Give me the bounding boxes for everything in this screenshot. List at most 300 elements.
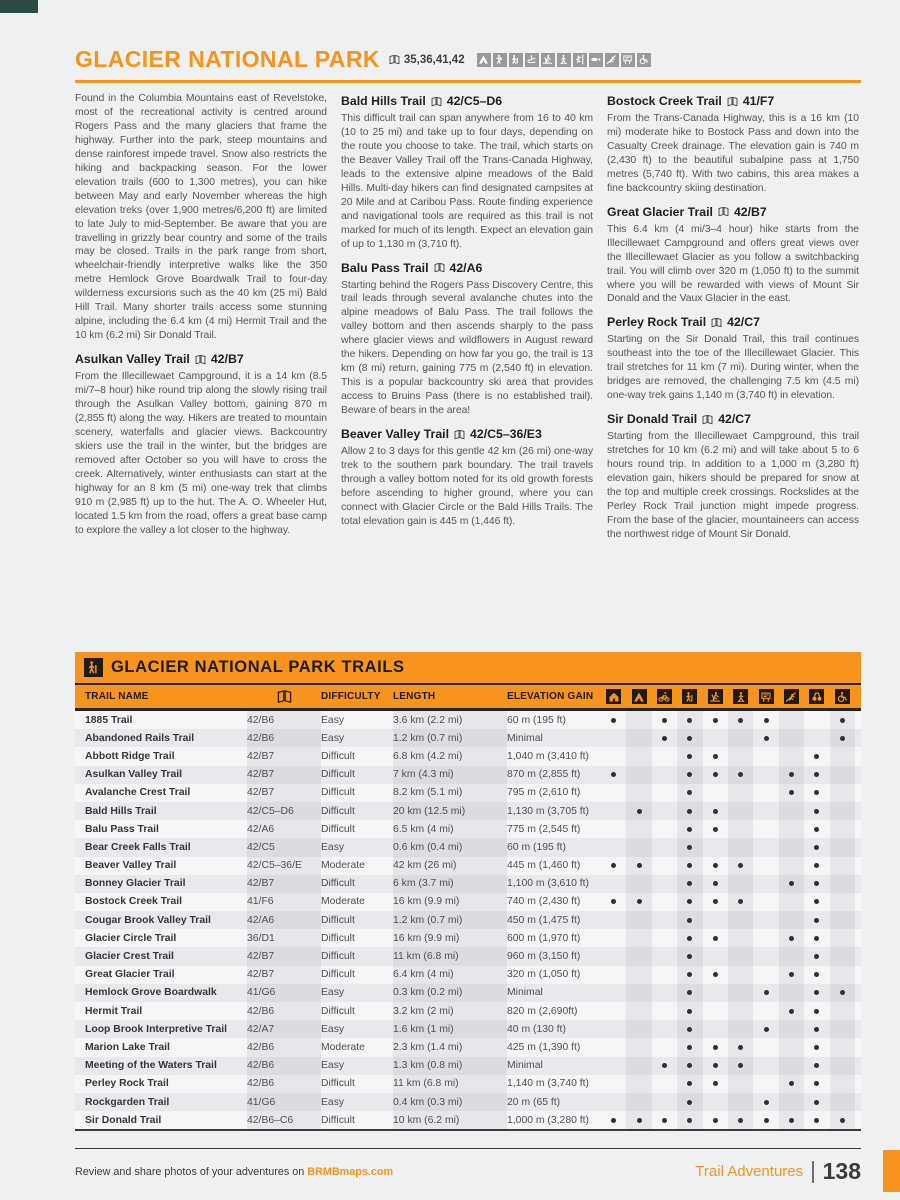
activity-cell [626, 802, 651, 820]
trail-length: 20 km (12.5 mi) [393, 802, 507, 820]
table-title: GLACIER NATIONAL PARK TRAILS [111, 658, 405, 676]
fishing-icon [589, 53, 603, 67]
activity-cell [728, 747, 753, 765]
activity-cell [652, 1020, 677, 1038]
activity-cell [830, 729, 855, 747]
activity-dot [814, 772, 819, 777]
section-body: Starting behind the Rogers Pass Discovery Centre, this trail leads through several avalanche chutes into the alpine meadows of Balu Pass. The trail follows the valley bottom and then ascends sharply to the pass where glacier views and wildflowers in August reward the hikers. Depending on how far you go, the trail is 13 km (8 mi) return, gaining 775 m (2,540 ft) in elevation. This is a popular backcountry ski area that provides access to Bruins Pass (there is no established trail). Beware of bears in the area! [341, 279, 593, 417]
activity-cell [804, 820, 829, 838]
activity-cell [830, 766, 855, 784]
trail-length: 11 km (6.8 mi) [393, 1075, 507, 1093]
trail-difficulty: Difficult [321, 932, 355, 944]
mountaineering-icon [779, 689, 804, 704]
activity-cell [677, 911, 702, 929]
section-heading [75, 352, 327, 366]
activity-cell [753, 1057, 778, 1075]
activity-cell [652, 1075, 677, 1093]
activity-dot [789, 881, 794, 886]
activity-cell [677, 857, 702, 875]
trail-name: Balu Pass Trail [85, 823, 159, 835]
trail-name: Asulkan Valley Trail [85, 769, 183, 781]
map-book-icon [433, 262, 446, 273]
activity-cell [626, 766, 651, 784]
activity-dot [713, 754, 718, 759]
activity-dot [789, 1118, 794, 1123]
activity-cell [728, 766, 753, 784]
activity-cell [601, 802, 626, 820]
trail-map-ref: 41/G6 [247, 984, 321, 1002]
activity-cell [626, 947, 651, 965]
activity-cell [677, 820, 702, 838]
activity-cell [677, 984, 702, 1002]
table-row [75, 1075, 861, 1093]
activity-dot [687, 881, 692, 886]
activity-cell [703, 1057, 728, 1075]
trail-name: Bonney Glacier Trail [85, 878, 186, 890]
activity-dot [814, 899, 819, 904]
activity-cell [753, 802, 778, 820]
hiking-icon [677, 689, 702, 704]
activity-dot [764, 736, 769, 741]
activity-dot [687, 1045, 692, 1050]
trail-difficulty: Moderate [321, 860, 365, 872]
activity-cell [601, 966, 626, 984]
text-column-2 [341, 92, 593, 648]
activity-cell [728, 1020, 753, 1038]
trail-difficulty: Easy [321, 714, 345, 726]
trail-length: 0.4 km (0.3 mi) [393, 1093, 507, 1111]
activity-cell [728, 984, 753, 1002]
activity-cell [652, 929, 677, 947]
activity-dot [840, 990, 845, 995]
activity-cell [703, 1075, 728, 1093]
activity-dot [687, 990, 692, 995]
trail-difficulty: Difficult [321, 1005, 355, 1017]
trail-map-ref: 42/B7 [247, 875, 321, 893]
trail-length: 10 km (6.2 mi) [393, 1111, 507, 1129]
trail-difficulty: Moderate [321, 896, 365, 908]
activity-cell [703, 929, 728, 947]
activity-cell [703, 784, 728, 802]
trail-map-ref: 42/B7 [247, 966, 321, 984]
activity-dot [764, 1118, 769, 1123]
section-map-ref: 42/A6 [449, 260, 483, 275]
table-row [75, 766, 861, 784]
activity-dot [814, 1045, 819, 1050]
activity-cell [677, 747, 702, 765]
trail-elevation: 1,130 m (3,705 ft) [507, 805, 590, 817]
activity-cell [626, 857, 651, 875]
activity-cell [753, 1093, 778, 1111]
activity-dot [713, 809, 718, 814]
trail-map-ref: 42/C5–D6 [247, 802, 321, 820]
activity-cell [779, 1057, 804, 1075]
activity-cell [779, 1075, 804, 1093]
table-row [75, 838, 861, 856]
activity-cell [626, 893, 651, 911]
activity-cell [804, 711, 829, 729]
activity-cell [830, 984, 855, 1002]
page-footer [75, 1148, 861, 1185]
activity-cell [753, 875, 778, 893]
trail-name: Loop Brook Interpretive Trail [85, 1023, 228, 1035]
activity-cell [753, 1002, 778, 1020]
section-body: This difficult trail can span anywhere from 16 to 40 km (10 to 25 mi) and take up to four days, depending on the route you choose to take. The trail, which starts on the Beaver Valley Trail off the Trans-Canada Highway, leads to the extensive alpine meadows of the Bald Hills. Multi-day hikers can find designated campsites at 20 Mile and at Caribou Pass. Route finding experience and navigational tools are required as this trail is not marked for much of its length. Expect an elevation gain of up to 1,130 m (3,710 ft). [341, 113, 593, 250]
activity-cell [652, 802, 677, 820]
camping-icon [626, 689, 651, 704]
activity-cell [753, 1111, 778, 1129]
activity-dot [662, 718, 667, 723]
section-heading [341, 427, 593, 441]
activity-cell [601, 784, 626, 802]
col-header-elevation: ELEVATION GAIN [507, 691, 594, 702]
trail-elevation: Minimal [507, 987, 543, 999]
activity-cell [703, 875, 728, 893]
trail-map-ref: 41/F6 [247, 893, 321, 911]
activity-cell [601, 766, 626, 784]
activity-dot [687, 972, 692, 977]
activity-cell [830, 911, 855, 929]
activity-cell [753, 984, 778, 1002]
activity-dot [687, 863, 692, 868]
activity-cell [728, 1075, 753, 1093]
backpacking-icon [493, 53, 507, 67]
activity-cell [753, 711, 778, 729]
activity-cell [804, 857, 829, 875]
trail-name: Glacier Crest Trail [85, 951, 174, 963]
activity-cell [779, 1111, 804, 1129]
table-row [75, 966, 861, 984]
camping-icon [477, 53, 491, 67]
map-numbers: 35,36,41,42 [403, 53, 465, 66]
activity-cell [830, 966, 855, 984]
activity-cell [830, 1111, 855, 1129]
trail-difficulty: Difficult [321, 969, 355, 981]
trail-name: Abbott Ridge Trail [85, 750, 175, 762]
activity-cell [677, 1093, 702, 1111]
activity-cell [677, 766, 702, 784]
table-row [75, 1020, 861, 1038]
text-column-3 [607, 92, 859, 648]
table-row [75, 1002, 861, 1020]
activity-cell [779, 766, 804, 784]
trail-map-ref: 42/B6 [247, 1002, 321, 1020]
activity-dot [687, 827, 692, 832]
activity-cell [677, 1038, 702, 1056]
activity-cell [779, 966, 804, 984]
trail-length: 0.3 km (0.2 mi) [393, 984, 507, 1002]
section-heading [341, 94, 593, 108]
activity-cell [804, 747, 829, 765]
snowshoeing-icon [557, 53, 571, 67]
activity-dot [713, 863, 718, 868]
trail-name: Perley Rock Trail [85, 1078, 169, 1090]
interpretive-icon [621, 53, 635, 67]
activity-cell [601, 838, 626, 856]
activity-cell [677, 802, 702, 820]
trail-name: Great Glacier Trail [85, 969, 175, 981]
activity-cell [830, 838, 855, 856]
table-row [75, 929, 861, 947]
activity-cell [804, 1038, 829, 1056]
map-book-icon [430, 96, 443, 107]
trail-name: Avalanche Crest Trail [85, 787, 191, 799]
activity-dot [713, 1045, 718, 1050]
activity-cell [626, 929, 651, 947]
trail-difficulty: Difficult [321, 750, 355, 762]
trail-elevation: 1,100 m (3,610 ft) [507, 878, 590, 890]
activity-cell [652, 857, 677, 875]
activity-dot [814, 863, 819, 868]
activity-cell [804, 893, 829, 911]
activity-dot [814, 1009, 819, 1014]
activity-cell [779, 1002, 804, 1020]
activity-dot [789, 1009, 794, 1014]
activity-cell [626, 1075, 651, 1093]
activity-cell [728, 784, 753, 802]
section-map-ref: 42/C7 [727, 315, 760, 330]
table-row [75, 1111, 861, 1129]
page-corner-mark [0, 0, 38, 13]
activity-cell [728, 1111, 753, 1129]
trail-length: 6.8 km (4.2 mi) [393, 747, 507, 765]
table-row [75, 820, 861, 838]
activity-cell [703, 747, 728, 765]
section-title: Great Glacier Trail [607, 204, 713, 219]
trail-name: Beaver Valley Trail [85, 860, 177, 872]
table-header-row [75, 683, 861, 711]
map-book-icon [247, 689, 321, 704]
activity-cell [830, 1038, 855, 1056]
trail-difficulty: Easy [321, 987, 345, 999]
activity-cell [626, 875, 651, 893]
activity-cell [601, 947, 626, 965]
section-heading [607, 94, 859, 108]
footer-section-info [695, 1158, 861, 1185]
activity-cell [652, 966, 677, 984]
activity-cell [804, 966, 829, 984]
trail-map-ref: 42/C5–36/E [247, 857, 321, 875]
activity-dot [611, 863, 616, 868]
wheelchair-icon [637, 53, 651, 67]
activity-cell [626, 820, 651, 838]
activity-dot [814, 754, 819, 759]
trail-elevation: 445 m (1,460 ft) [507, 860, 581, 872]
activity-cell [677, 929, 702, 947]
activity-cell [830, 802, 855, 820]
activity-cell [830, 893, 855, 911]
section-label: Trail Adventures [695, 1163, 804, 1180]
activity-cell [626, 966, 651, 984]
hiking-icon [84, 658, 103, 677]
activity-cell [703, 766, 728, 784]
page-header [75, 46, 861, 83]
section-body: From the Illecillewaet Campground, it is a 14 km (8.5 mi/7–8 hour) hike round trip along the slowly rising trail through the Asulkan Valley bottom, gaining 870 m (2,855 ft) along the way. Hikers are treated to mountain scenery, waterfalls and glacier views. Backcountry skiers use the trail in the winter, but the bridges are removed after October so you will have to cross the creek. Alternatively, winter enthusiasts can start at the highway for an 8 km (5 mi) one-way trek that climbs 910 m (2,985 ft) up to the hut. The A. O. Wheeler Hut, located 1.5 km from the road, offers a great base camp to explore the valley a lot closer to the highway. [75, 371, 327, 536]
footer-text [75, 1166, 393, 1178]
activity-cell [779, 947, 804, 965]
activity-cell [677, 966, 702, 984]
activity-dot [764, 1027, 769, 1032]
header-rule [75, 80, 861, 83]
trail-length: 8.2 km (5.1 mi) [393, 784, 507, 802]
activity-cell [804, 1020, 829, 1038]
col-header-trail-name: TRAIL NAME [85, 691, 149, 702]
section-body: Found in the Columbia Mountains east of Revelstoke, most of the recreational activity is centred around Rogers Pass and the many glaciers that frame the highway. Further into the park, steep mountains and dense rainforest impede travel. Snow also restricts the hiking and backpacking season. For the lower elevation trails (600 to 1,300 metres), you can hike between May and early November whereas the high elevation treks (over 1,900 metres/6,200 ft) are limited to late July to mid-September. Be aware that you are travelling in grizzly bear country and some of the trails may be closed. Trails in the park range from short, wheelchair-friendly interpretive walks like the 350 metre Hemlock Grove Boardwalk Trail to four-day wilderness excursions such as the 40 km (25 mi) Bald Hill Trail. Many shorter trails access some stunning alpine, including the 6.4 km (4 mi) Hermit Trail and the 10 km (6.2 mi) Sir Donald Trail. [75, 93, 327, 342]
activity-cell [601, 1038, 626, 1056]
table-row [75, 1038, 861, 1056]
trail-name: Sir Donald Trail [85, 1114, 162, 1126]
trail-name: Abandoned Rails Trail [85, 732, 195, 744]
activity-cell [677, 1111, 702, 1129]
activity-dot [662, 736, 667, 741]
xc-skiing-icon [541, 53, 555, 67]
trail-elevation: 1,000 m (3,280 ft) [507, 1114, 590, 1126]
activity-cell [779, 984, 804, 1002]
table-row [75, 947, 861, 965]
trail-difficulty: Easy [321, 732, 345, 744]
activity-dot [814, 827, 819, 832]
activity-cell [830, 1057, 855, 1075]
trail-map-ref: 42/B6 [247, 729, 321, 747]
activity-cell [626, 711, 651, 729]
activity-dot [713, 772, 718, 777]
trail-name: Bostock Creek Trail [85, 896, 183, 908]
activity-cell [703, 893, 728, 911]
activity-dot [738, 1063, 743, 1068]
activity-dot [687, 1063, 692, 1068]
activity-cell [830, 1020, 855, 1038]
activity-cell [703, 984, 728, 1002]
activity-cell [753, 1038, 778, 1056]
activity-dot [814, 918, 819, 923]
activity-cell [779, 838, 804, 856]
activity-dot [637, 1118, 642, 1123]
activity-cell [677, 784, 702, 802]
activity-cell [753, 1075, 778, 1093]
activity-cell [753, 1020, 778, 1038]
activity-cell [804, 1075, 829, 1093]
trail-map-ref: 42/B7 [247, 947, 321, 965]
activity-dot [662, 1118, 667, 1123]
activity-cell [626, 1111, 651, 1129]
activity-cell [677, 711, 702, 729]
trail-map-ref: 42/B6–C6 [247, 1111, 321, 1129]
trail-elevation: 320 m (1,050 ft) [507, 969, 581, 981]
section-map-ref: 42/C5–36/E3 [470, 427, 542, 442]
activity-cell [703, 1002, 728, 1020]
activity-dot [713, 936, 718, 941]
trail-length: 6.5 km (4 mi) [393, 820, 507, 838]
trail-difficulty: Difficult [321, 823, 355, 835]
activity-cell [677, 729, 702, 747]
activity-dot [814, 1081, 819, 1086]
activity-dot [713, 972, 718, 977]
activity-cell [677, 1057, 702, 1075]
biking-icon [652, 689, 677, 704]
trail-map-ref: 42/B6 [247, 711, 321, 729]
activity-cell [652, 1038, 677, 1056]
activity-cell [804, 929, 829, 947]
activity-dot [687, 1081, 692, 1086]
activity-cell [626, 838, 651, 856]
activity-dot [637, 899, 642, 904]
activity-dot [814, 1027, 819, 1032]
activity-dot [687, 1009, 692, 1014]
activity-cell [753, 729, 778, 747]
map-book-icon [710, 317, 723, 328]
activity-dot [764, 718, 769, 723]
trail-length: 6.4 km (4 mi) [393, 966, 507, 984]
activity-dot [687, 754, 692, 759]
activity-cell [830, 929, 855, 947]
activity-cell [804, 984, 829, 1002]
activity-cell [703, 1093, 728, 1111]
activity-cell [830, 820, 855, 838]
table-row [75, 857, 861, 875]
activity-dot [662, 1063, 667, 1068]
activity-cell [601, 711, 626, 729]
trail-name: Cougar Brook Valley Trail [85, 914, 211, 926]
trail-elevation: 60 m (195 ft) [507, 841, 566, 853]
viewpoint-icon [804, 689, 829, 704]
trail-elevation: Minimal [507, 732, 543, 744]
activity-cell [728, 1093, 753, 1111]
activity-cell [830, 711, 855, 729]
activity-dot [687, 1118, 692, 1123]
activity-cell [830, 784, 855, 802]
brand-link[interactable]: BRMBmaps.com [307, 1165, 394, 1178]
activity-cell [652, 947, 677, 965]
activity-cell [728, 875, 753, 893]
activity-cell [804, 1111, 829, 1129]
col-header-difficulty: DIFFICULTY [321, 691, 381, 702]
activity-dot [814, 1100, 819, 1105]
activity-dot [687, 845, 692, 850]
activity-dot [764, 990, 769, 995]
trail-length: 16 km (9.9 mi) [393, 929, 507, 947]
activity-dot [713, 718, 718, 723]
table-row [75, 875, 861, 893]
activity-dot [814, 954, 819, 959]
activity-cell [753, 947, 778, 965]
activity-cell [753, 857, 778, 875]
trail-difficulty: Easy [321, 1023, 345, 1035]
activity-dot [789, 972, 794, 977]
section-title: Bald Hills Trail [341, 94, 426, 108]
trail-length: 6 km (3.7 mi) [393, 875, 507, 893]
activity-dot [611, 772, 616, 777]
activity-cell [652, 893, 677, 911]
activity-dot [713, 899, 718, 904]
activity-cell [677, 1020, 702, 1038]
trail-name: Hemlock Grove Boardwalk [85, 987, 217, 999]
trail-elevation: 450 m (1,475 ft) [507, 914, 581, 926]
trail-elevation: Minimal [507, 1060, 543, 1072]
section-map-ref: 41/F7 [742, 94, 775, 108]
table-row [75, 729, 861, 747]
section-heading [607, 205, 859, 219]
trail-difficulty: Easy [321, 841, 345, 853]
activity-dot [713, 881, 718, 886]
activity-cell [728, 802, 753, 820]
activity-cell [626, 1093, 651, 1111]
activity-cell [728, 820, 753, 838]
trail-elevation: 775 m (2,545 ft) [507, 823, 581, 835]
activity-dot [814, 972, 819, 977]
activity-cell [804, 766, 829, 784]
map-book-icon [194, 354, 207, 365]
activity-cell [703, 802, 728, 820]
